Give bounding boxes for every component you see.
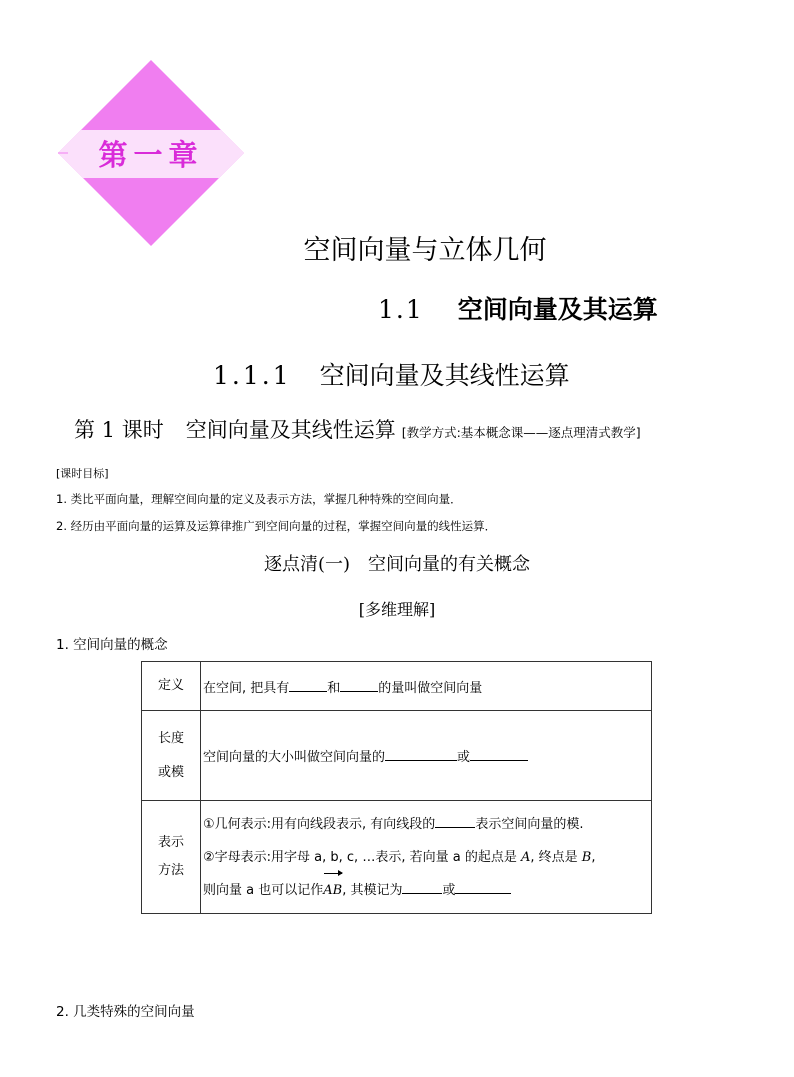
table-row — [142, 801, 652, 914]
subsection-title — [213, 356, 570, 392]
answer-blank — [340, 678, 378, 692]
row-key: 表示 方法 — [142, 801, 201, 914]
answer-blank — [455, 880, 511, 894]
concept-table — [141, 661, 652, 914]
row-value: ①几何表示:用有向线段表示, 有向线段的 表示空间向量的模. ②字母表示:用字母 a, b, c, …表示, 若向量 a 的起点是 A, 终点是 B, 则向量 a 也可以记作AB, 其模记为 或 — [201, 801, 652, 914]
section-name: 空间向量及其运算 — [457, 295, 658, 324]
lesson-tag: [教学方式:基本概念课——逐点理清式教学] — [401, 425, 641, 440]
badge-text: 第一章 — [98, 138, 204, 172]
point-label: 逐点清(一) — [263, 554, 351, 575]
lesson-period: 第 1 课时 — [74, 418, 164, 442]
section-number: 1.1 — [378, 295, 424, 324]
subsection-name: 空间向量及其线性运算 — [319, 361, 570, 390]
chapter-title: 空间向量与立体几何 — [303, 235, 547, 266]
goals-label: [课时目标] — [56, 467, 109, 480]
answer-blank — [435, 814, 475, 828]
row-value: 空间向量的大小叫做空间向量的 或 — [201, 711, 652, 801]
section-heading: 2. 几类特殊的空间向量 — [56, 1004, 195, 1020]
row-value: 在空间, 把具有 和 的量叫做空间向量 — [201, 662, 652, 711]
answer-blank — [385, 747, 457, 761]
lesson-name: 空间向量及其线性运算 — [185, 418, 396, 442]
section-title — [378, 290, 658, 326]
answer-blank — [289, 678, 327, 692]
table-row — [142, 662, 652, 711]
row-key: 长度 或模 — [142, 711, 201, 801]
row-key: 定义 — [142, 662, 201, 711]
goal-item: 2. 经历由平面向量的运算及运算律推广到空间向量的过程，掌握空间向量的线性运算． — [56, 519, 497, 533]
goal-item: 1. 类比平面向量，理解空间向量的定义及表示方法，掌握几种特殊的空间向量． — [56, 492, 462, 506]
vector-ab: AB — [323, 874, 342, 907]
lesson-title — [74, 414, 641, 444]
point-title — [0, 550, 794, 576]
section-heading: 1. 空间向量的概念 — [56, 637, 168, 653]
subsection-number: 1.1.1 — [213, 361, 292, 390]
point-name: 空间向量的有关概念 — [368, 554, 531, 575]
answer-blank — [470, 747, 528, 761]
chapter-badge — [56, 58, 246, 248]
answer-blank — [402, 880, 442, 894]
table-row — [142, 711, 652, 801]
understand-label: [多维理解] — [358, 600, 436, 619]
